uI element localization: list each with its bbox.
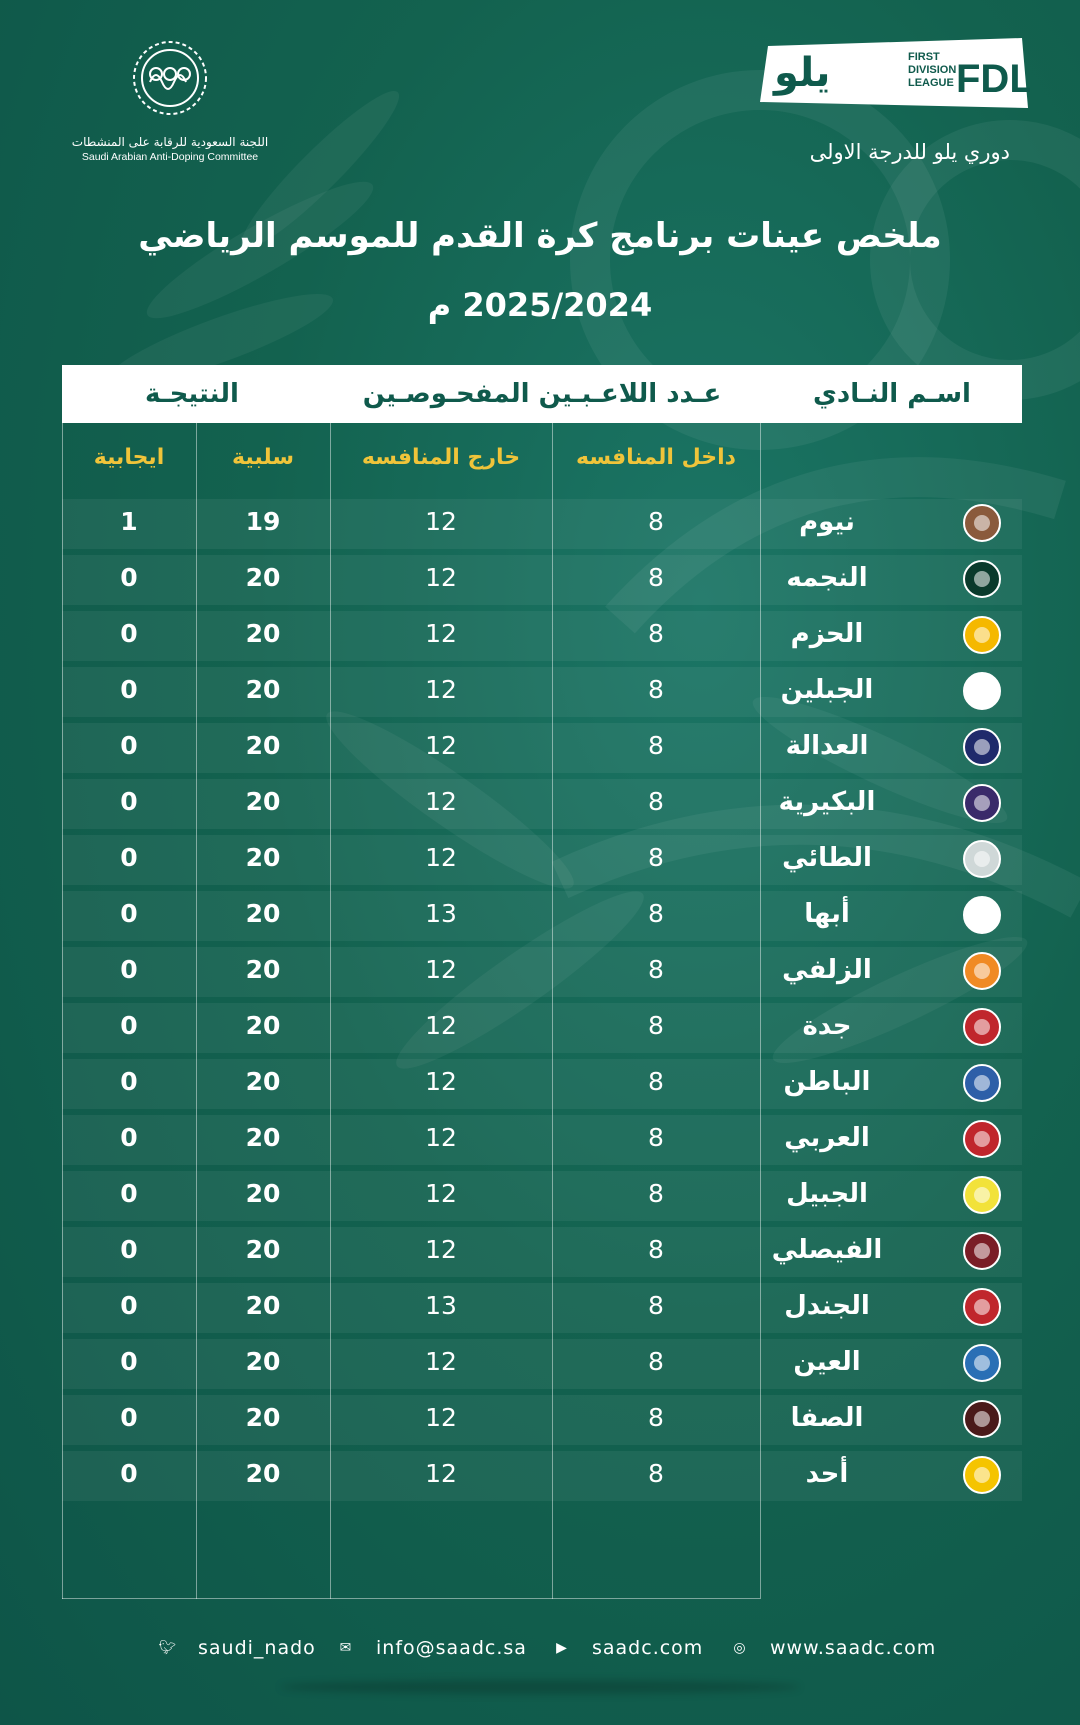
saadc-arabic-name: اللجنة السعودية للرقابة على المنشطات	[71, 135, 269, 149]
positive-count: 0	[120, 675, 138, 704]
inside-count: 8	[648, 507, 664, 536]
positive-count: 0	[120, 1403, 138, 1432]
negative-count: 20	[245, 731, 281, 760]
positive-count: 0	[120, 1123, 138, 1152]
fdl-line3: LEAGUE	[908, 77, 954, 89]
outside-count: 12	[425, 1235, 457, 1264]
positive-count: 0	[120, 1067, 138, 1096]
outside-count: 13	[425, 899, 457, 928]
table-row	[62, 997, 1022, 1055]
club-badge-icon	[960, 1341, 1004, 1385]
subheader-negative: سلبية	[232, 445, 294, 470]
club-badge-icon	[960, 949, 1004, 993]
outside-count: 13	[425, 1291, 457, 1320]
table-row	[62, 1333, 1022, 1391]
divider	[62, 1598, 760, 1599]
negative-count: 20	[245, 843, 281, 872]
fdl-line1: FIRST	[908, 51, 940, 63]
club-badge-icon	[960, 1005, 1004, 1049]
negative-count: 20	[245, 1067, 281, 1096]
fdl-arabic-word: يلو	[774, 50, 831, 96]
table-row	[62, 1445, 1022, 1503]
footer-youtube[interactable]: saadc.com	[592, 1637, 704, 1659]
positive-count: 0	[120, 1179, 138, 1208]
inside-count: 8	[648, 1291, 664, 1320]
table-row	[62, 941, 1022, 999]
inside-count: 8	[648, 899, 664, 928]
footer-shadow	[280, 1680, 800, 1694]
inside-count: 8	[648, 1347, 664, 1376]
inside-count: 8	[648, 787, 664, 816]
inside-count: 8	[648, 843, 664, 872]
positive-count: 0	[120, 787, 138, 816]
outside-count: 12	[425, 731, 457, 760]
page-subtitle: 2025/2024 م	[427, 286, 653, 324]
positive-count: 1	[120, 507, 138, 536]
subheader-outside: خارج المنافسه	[361, 445, 521, 470]
outside-count: 12	[425, 1067, 457, 1096]
outside-count: 12	[425, 563, 457, 592]
club-name: الجبلين	[780, 675, 874, 705]
subheader-positive: ايجابية	[93, 445, 165, 470]
club-name: نيوم	[799, 507, 855, 537]
outside-count: 12	[425, 1179, 457, 1208]
fdl-logo	[760, 38, 1030, 118]
club-badge-icon	[960, 1285, 1004, 1329]
club-badge-icon	[960, 613, 1004, 657]
fdl-line2: DIVISION	[908, 64, 957, 76]
youtube-icon: ▶	[556, 1640, 568, 1656]
negative-count: 20	[245, 563, 281, 592]
globe-icon: ◎	[733, 1640, 747, 1656]
inside-count: 8	[648, 1459, 664, 1488]
club-badge-icon	[960, 1397, 1004, 1441]
outside-count: 12	[425, 955, 457, 984]
negative-count: 20	[245, 1291, 281, 1320]
negative-count: 20	[245, 787, 281, 816]
saadc-emblem-icon	[122, 30, 218, 126]
negative-count: 20	[245, 1179, 281, 1208]
positive-count: 0	[120, 899, 138, 928]
footer-website[interactable]: www.saadc.com	[770, 1637, 937, 1659]
inside-count: 8	[648, 675, 664, 704]
inside-count: 8	[648, 731, 664, 760]
outside-count: 12	[425, 1403, 457, 1432]
club-badge-icon	[960, 837, 1004, 881]
table-row	[62, 493, 1022, 551]
email-icon: ✉	[339, 1640, 353, 1656]
club-name: الحزم	[790, 619, 864, 649]
footer	[0, 1632, 1080, 1672]
club-badge-icon	[960, 501, 1004, 545]
negative-count: 20	[245, 619, 281, 648]
footer-email[interactable]: info@saadc.sa	[376, 1637, 527, 1659]
outside-count: 12	[425, 619, 457, 648]
fdl-logo-graphic	[760, 38, 1030, 118]
inside-count: 8	[648, 1123, 664, 1152]
inside-count: 8	[648, 1011, 664, 1040]
club-name: جدة	[802, 1011, 852, 1041]
table-row	[62, 1221, 1022, 1279]
saadc-logo	[40, 30, 300, 170]
club-name: الطائي	[782, 843, 872, 873]
club-badge-icon	[960, 1229, 1004, 1273]
table-row	[62, 1053, 1022, 1111]
outside-count: 12	[425, 787, 457, 816]
positive-count: 0	[120, 1347, 138, 1376]
table-row	[62, 549, 1022, 607]
table-row	[62, 717, 1022, 775]
club-badge-icon	[960, 781, 1004, 825]
outside-count: 12	[425, 507, 457, 536]
positive-count: 0	[120, 731, 138, 760]
outside-count: 12	[425, 1123, 457, 1152]
table-row	[62, 885, 1022, 943]
table-row	[62, 1277, 1022, 1335]
table-row	[62, 1165, 1022, 1223]
club-name: العدالة	[785, 731, 869, 761]
header-result: النتيجـة	[145, 379, 239, 409]
positive-count: 0	[120, 955, 138, 984]
inside-count: 8	[648, 955, 664, 984]
negative-count: 20	[245, 899, 281, 928]
club-name: الفيصلي	[771, 1235, 883, 1265]
club-name: الصفا	[790, 1403, 864, 1433]
club-badge-icon	[960, 1117, 1004, 1161]
outside-count: 12	[425, 1459, 457, 1488]
club-name: النجمه	[786, 563, 868, 593]
positive-count: 0	[120, 1011, 138, 1040]
inside-count: 8	[648, 563, 664, 592]
table-row	[62, 661, 1022, 719]
twitter-icon: 🐦︎	[158, 1640, 178, 1656]
club-badge-icon	[960, 557, 1004, 601]
club-name: الزلفي	[782, 955, 872, 985]
negative-count: 20	[245, 675, 281, 704]
club-badge-icon	[960, 725, 1004, 769]
fdl-subtitle: دوري يلو للدرجة الاولى	[809, 140, 1010, 164]
positive-count: 0	[120, 843, 138, 872]
header-club: اسـم النـادي	[813, 379, 971, 409]
negative-count: 20	[245, 1235, 281, 1264]
negative-count: 20	[245, 1459, 281, 1488]
negative-count: 20	[245, 955, 281, 984]
negative-count: 20	[245, 1011, 281, 1040]
club-name: العربي	[784, 1123, 870, 1153]
table-row	[62, 605, 1022, 663]
club-name: الجندل	[784, 1291, 870, 1321]
inside-count: 8	[648, 619, 664, 648]
table-row	[62, 773, 1022, 831]
table-row	[62, 1109, 1022, 1167]
header-players: عـدد اللاعـبـين المفحـوصـين	[362, 379, 722, 409]
club-name: البكيرية	[778, 787, 876, 817]
footer-twitter[interactable]: saudi_nado	[198, 1637, 316, 1659]
outside-count: 12	[425, 675, 457, 704]
negative-count: 20	[245, 1347, 281, 1376]
positive-count: 0	[120, 1459, 138, 1488]
inside-count: 8	[648, 1235, 664, 1264]
club-name: الباطن	[783, 1067, 871, 1097]
table-header	[62, 365, 1022, 423]
outside-count: 12	[425, 843, 457, 872]
subheader-inside: داخل المنافسه	[576, 445, 736, 470]
club-name: أبها	[804, 899, 850, 929]
negative-count: 20	[245, 1123, 281, 1152]
club-badge-icon	[960, 1173, 1004, 1217]
outside-count: 12	[425, 1347, 457, 1376]
positive-count: 0	[120, 563, 138, 592]
positive-count: 0	[120, 1235, 138, 1264]
club-name: العين	[793, 1347, 861, 1377]
positive-count: 0	[120, 619, 138, 648]
negative-count: 20	[245, 1403, 281, 1432]
negative-count: 19	[245, 507, 281, 536]
club-badge-icon	[960, 669, 1004, 713]
table-row	[62, 829, 1022, 887]
club-name: أحد	[805, 1459, 849, 1489]
page-title: ملخص عينات برنامج كرة القدم للموسم الرياضي	[138, 216, 942, 256]
club-badge-icon	[960, 893, 1004, 937]
saadc-english-name: Saudi Arabian Anti-Doping Committee	[81, 151, 259, 163]
outside-count: 12	[425, 1011, 457, 1040]
club-badge-icon	[960, 1061, 1004, 1105]
fdl-short: FDL	[956, 57, 1030, 101]
club-name: الجبيل	[786, 1179, 868, 1209]
inside-count: 8	[648, 1403, 664, 1432]
table-row	[62, 1389, 1022, 1447]
club-badge-icon	[960, 1453, 1004, 1497]
inside-count: 8	[648, 1067, 664, 1096]
positive-count: 0	[120, 1291, 138, 1320]
inside-count: 8	[648, 1179, 664, 1208]
